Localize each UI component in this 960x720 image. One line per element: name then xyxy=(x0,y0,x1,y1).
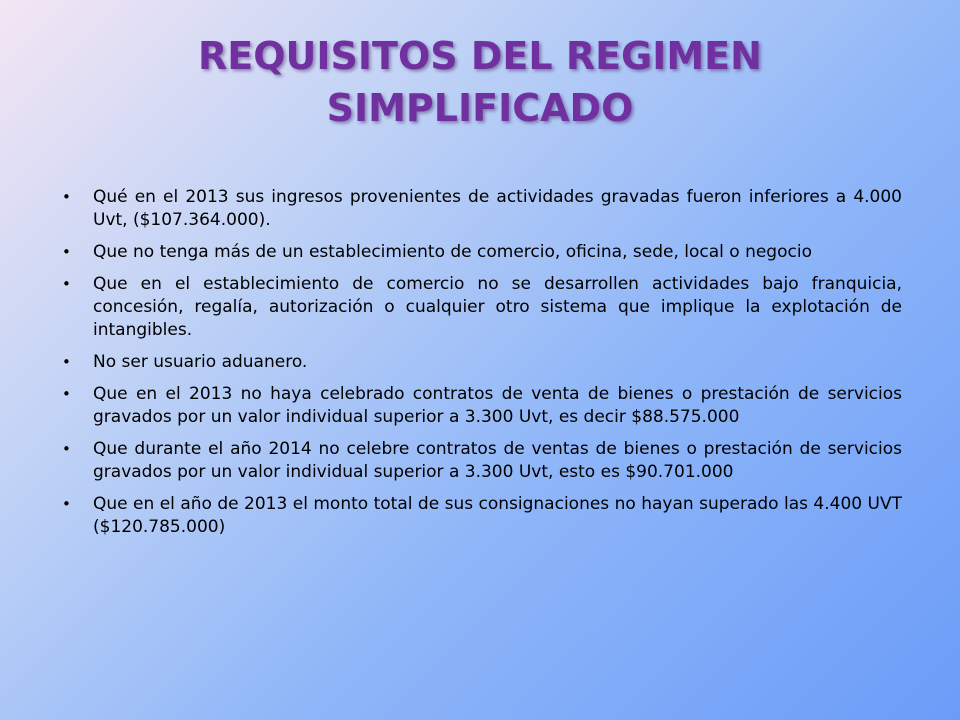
list-item-text: Que en el 2013 no haya celebrado contratos de venta de bienes o prestación de servicios gravados por un valor individual superior a 3.300 Uvt, es decir $88.575.000 xyxy=(93,384,902,427)
list-item-text: Que no tenga más de un establecimiento de comercio, oficina, sede, local o negocio xyxy=(93,242,812,262)
bullet-icon: • xyxy=(62,353,71,371)
bullet-icon: • xyxy=(62,243,71,261)
list-item-text: Que en el establecimiento de comercio no se desarrollen actividades bajo franquicia, concesión, regalía, autorización o cualquier otro sistema que implique la explotación de intangibles. xyxy=(93,274,902,340)
list-item xyxy=(62,241,902,264)
list-item-text: Qué en el 2013 sus ingresos provenientes de actividades gravadas fueron inferiores a 4.000 Uvt, ($107.364.000). xyxy=(93,187,902,230)
list-item xyxy=(62,186,902,232)
bullet-icon: • xyxy=(62,440,71,458)
list-item-text: No ser usuario aduanero. xyxy=(93,352,308,372)
bullet-icon: • xyxy=(62,188,71,206)
list-item-text: Que en el año de 2013 el monto total de sus consignaciones no hayan superado las 4.400 UVT ($120.785.000) xyxy=(93,494,902,537)
list-item-text: Que durante el año 2014 no celebre contratos de ventas de bienes o prestación de servicios gravados por un valor individual superior a 3.300 Uvt, esto es $90.701.000 xyxy=(93,439,902,482)
bullet-icon: • xyxy=(62,495,71,513)
requirements-list xyxy=(62,186,902,548)
list-item xyxy=(62,493,902,539)
list-item xyxy=(62,383,902,429)
bullet-icon: • xyxy=(62,385,71,403)
list-item xyxy=(62,273,902,342)
bullet-icon: • xyxy=(62,275,71,293)
slide-title xyxy=(40,30,920,134)
slide-title-line-2: SIMPLIFICADO xyxy=(326,86,634,130)
list-item xyxy=(62,438,902,484)
slide-title-line-1: REQUISITOS DEL REGIMEN xyxy=(198,34,762,78)
list-item xyxy=(62,351,902,374)
